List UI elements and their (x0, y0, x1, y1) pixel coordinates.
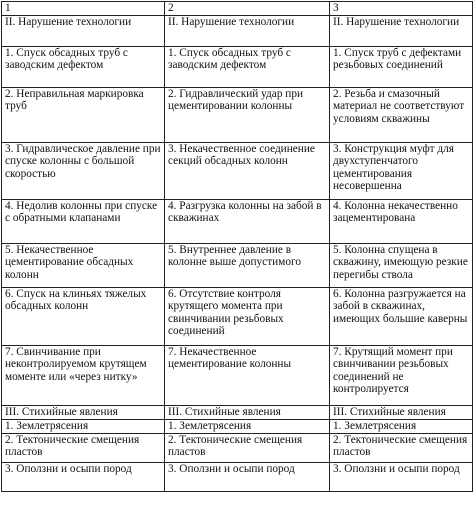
table-row (2, 15, 473, 46)
table-row (2, 243, 473, 287)
table-cell: 1. Землетрясения (330, 419, 473, 433)
section-cell: III. Стихийные явления (2, 405, 165, 419)
table-row (2, 433, 473, 462)
table-cell: 7. Свинчивание при неконтролируемом крутящем моменте или «через нитку» (2, 345, 165, 405)
table-cell: 3. Оползни и осыпи пород (165, 462, 330, 491)
table-cell: 7. Крутящий момент при свинчивании резьбовых соединений не контролируется (330, 345, 473, 405)
table-cell: 3. Конструкция муфт для двухступенчатого цементирования несовершенна (330, 142, 473, 199)
causes-table (1, 1, 473, 492)
table-cell: 1. Землетрясения (2, 419, 165, 433)
table-row (2, 287, 473, 345)
table-cell: 5. Колонна спущена в скважину, имеющую резкие перегибы ствола (330, 243, 473, 287)
table-cell: 5. Внутреннее давление в колонне выше допустимого (165, 243, 330, 287)
table-cell: 7. Некачественное цементирование колонны (165, 345, 330, 405)
table-cell: 4. Недолив колонны при спуске с обратными клапанами (2, 199, 165, 243)
header-cell-1: 1 (2, 2, 165, 16)
table-cell: 1. Спуск труб с дефектами резьбовых соединений (330, 46, 473, 87)
table-cell: 1. Спуск обсадных труб с заводским дефектом (2, 46, 165, 87)
header-cell-3: 3 (330, 2, 473, 16)
table-row (2, 199, 473, 243)
table-cell: 2. Тектонические смещения пластов (330, 433, 473, 462)
header-cell-2: 2 (165, 2, 330, 16)
section-row (2, 405, 473, 419)
table-cell: 2. Тектонические смещения пластов (2, 433, 165, 462)
table-row (2, 419, 473, 433)
table-cell: 6. Колонна разгружается на забой в скважинах, имеющих большие каверны (330, 287, 473, 345)
header-row (2, 2, 473, 16)
table-cell: 4. Колонна некачественно зацементирована (330, 199, 473, 243)
section-cell: III. Стихийные явления (330, 405, 473, 419)
table-cell: 2. Неправильная маркировка труб (2, 87, 165, 142)
table-row (2, 46, 473, 87)
table-row (2, 87, 473, 142)
section-cell: III. Стихийные явления (165, 405, 330, 419)
table-cell: II. Нарушение технологии (2, 15, 165, 46)
table-cell: II. Нарушение технологии (165, 15, 330, 46)
table-cell: 5. Некачественное цементирование обсадных колонн (2, 243, 165, 287)
table-cell: 3. Некачественное соединение секций обсадных колонн (165, 142, 330, 199)
table-cell: 6. Спуск на клиньях тяжелых обсадных колонн (2, 287, 165, 345)
table-cell: 1. Спуск обсадных труб с заводским дефектом (165, 46, 330, 87)
table-cell: 2. Тектонические смещения пластов (165, 433, 330, 462)
table-row (2, 142, 473, 199)
table-cell: 3. Гидравлическое давление при спуске колонны с большой скоростью (2, 142, 165, 199)
table-cell: 3. Оползни и осыпи пород (330, 462, 473, 491)
table-cell: 2. Гидравлический удар при цементировании колонны (165, 87, 330, 142)
table-row (2, 345, 473, 405)
table-cell: II. Нарушение технологии (330, 15, 473, 46)
table-cell: 3. Оползни и осыпи пород (2, 462, 165, 491)
table-row (2, 462, 473, 491)
table-cell: 2. Резьба и смазочный материал не соответствуют условиям скважины (330, 87, 473, 142)
table-cell: 4. Разгрузка колонны на забой в скважинах (165, 199, 330, 243)
table-cell: 6. Отсутствие контроля крутящего момента при свинчивании резьбовых соединений (165, 287, 330, 345)
table-cell: 1. Землетрясения (165, 419, 330, 433)
